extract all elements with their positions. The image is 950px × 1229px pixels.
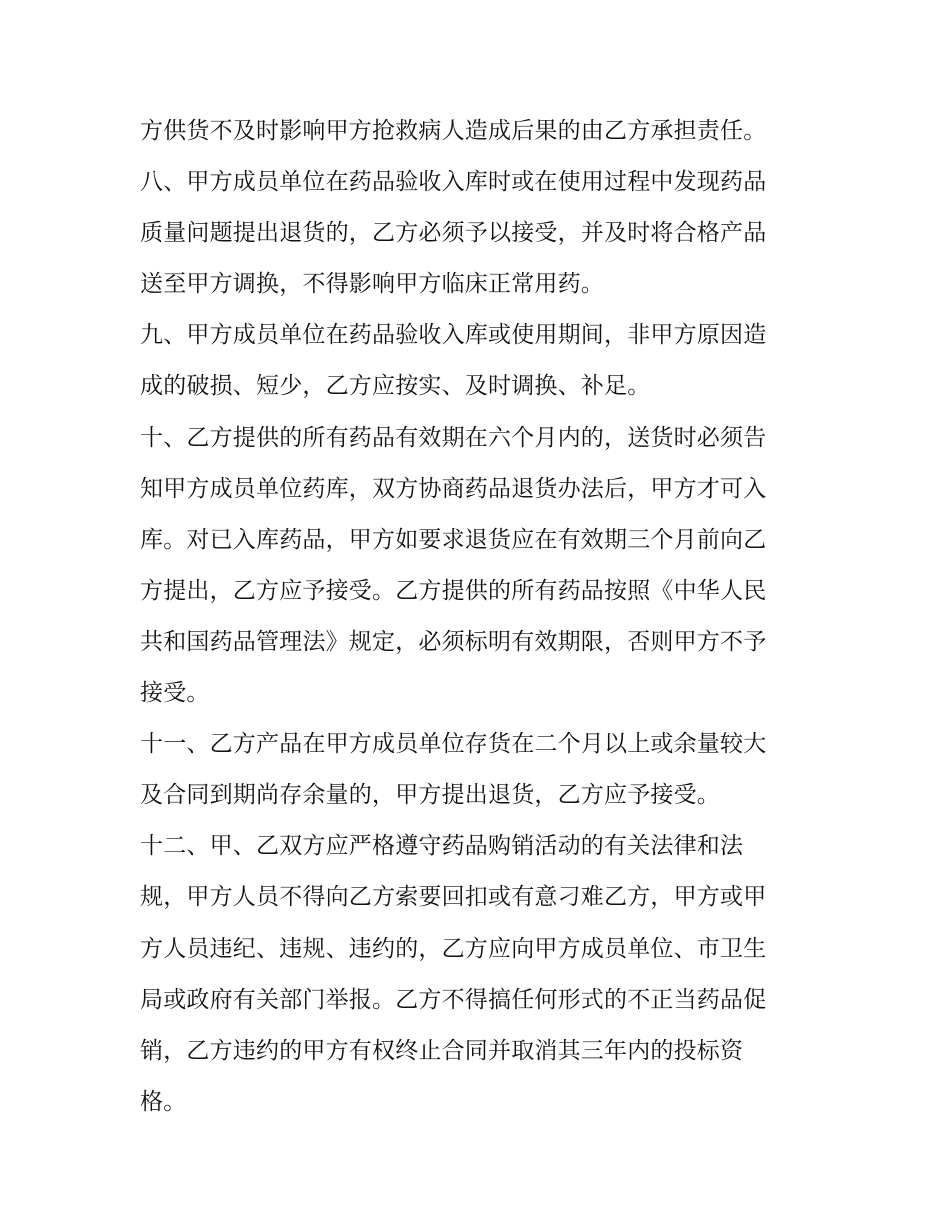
text-line-4: 送至甲方调换，不得影响甲方临床正常用药。 [140, 271, 604, 298]
text-line-2: 八、甲方成员单位在药品验收入库时或在使用过程中发现药品 [140, 169, 767, 196]
text-line-8: 知甲方成员单位药库，双方协商药品退货办法后，甲方才可入 [140, 475, 767, 502]
text-line-11: 共和国药品管理法》规定，必须标明有效期限，否则甲方不予 [140, 628, 767, 655]
text-line-19: 销，乙方违约的甲方有权终止合同并取消其三年内的投标资 [140, 1037, 744, 1064]
text-line-1: 方供货不及时影响甲方抢救病人造成后果的由乙方承担责任。 [140, 118, 767, 144]
text-line-20: 格。 [140, 1088, 187, 1115]
text-line-12: 接受。 [140, 680, 210, 707]
text-line-18: 局或政府有关部门举报。乙方不得搞任何形式的不正当药品促 [140, 986, 767, 1013]
text-line-16: 规，甲方人员不得向乙方索要回扣或有意刁难乙方，甲方或甲 [140, 884, 767, 911]
text-line-17: 方人员违纪、违规、违约的，乙方应向甲方成员单位、市卫生 [140, 935, 767, 962]
text-line-5: 九、甲方成员单位在药品验收入库或使用期间，非甲方原因造 [140, 322, 767, 349]
contract-body-text [140, 106, 820, 1128]
text-line-15: 十二、甲、乙双方应严格遵守药品购销活动的有关法律和法 [140, 833, 744, 860]
text-line-3: 质量问题提出退货的，乙方必须予以接受，并及时将合格产品 [140, 220, 767, 247]
text-line-10: 方提出，乙方应予接受。乙方提供的所有药品按照《中华人民 [140, 577, 767, 604]
text-line-9: 库。对已入库药品，甲方如要求退货应在有效期三个月前向乙 [140, 526, 767, 553]
text-line-6: 成的破损、短少，乙方应按实、及时调换、补足。 [140, 373, 651, 400]
text-line-13: 十一、乙方产品在甲方成员单位存货在二个月以上或余量较大 [140, 731, 767, 758]
text-line-7: 十、乙方提供的所有药品有效期在六个月内的，送货时必须告 [140, 424, 767, 451]
text-line-14: 及合同到期尚存余量的，甲方提出退货，乙方应予接受。 [140, 782, 720, 809]
